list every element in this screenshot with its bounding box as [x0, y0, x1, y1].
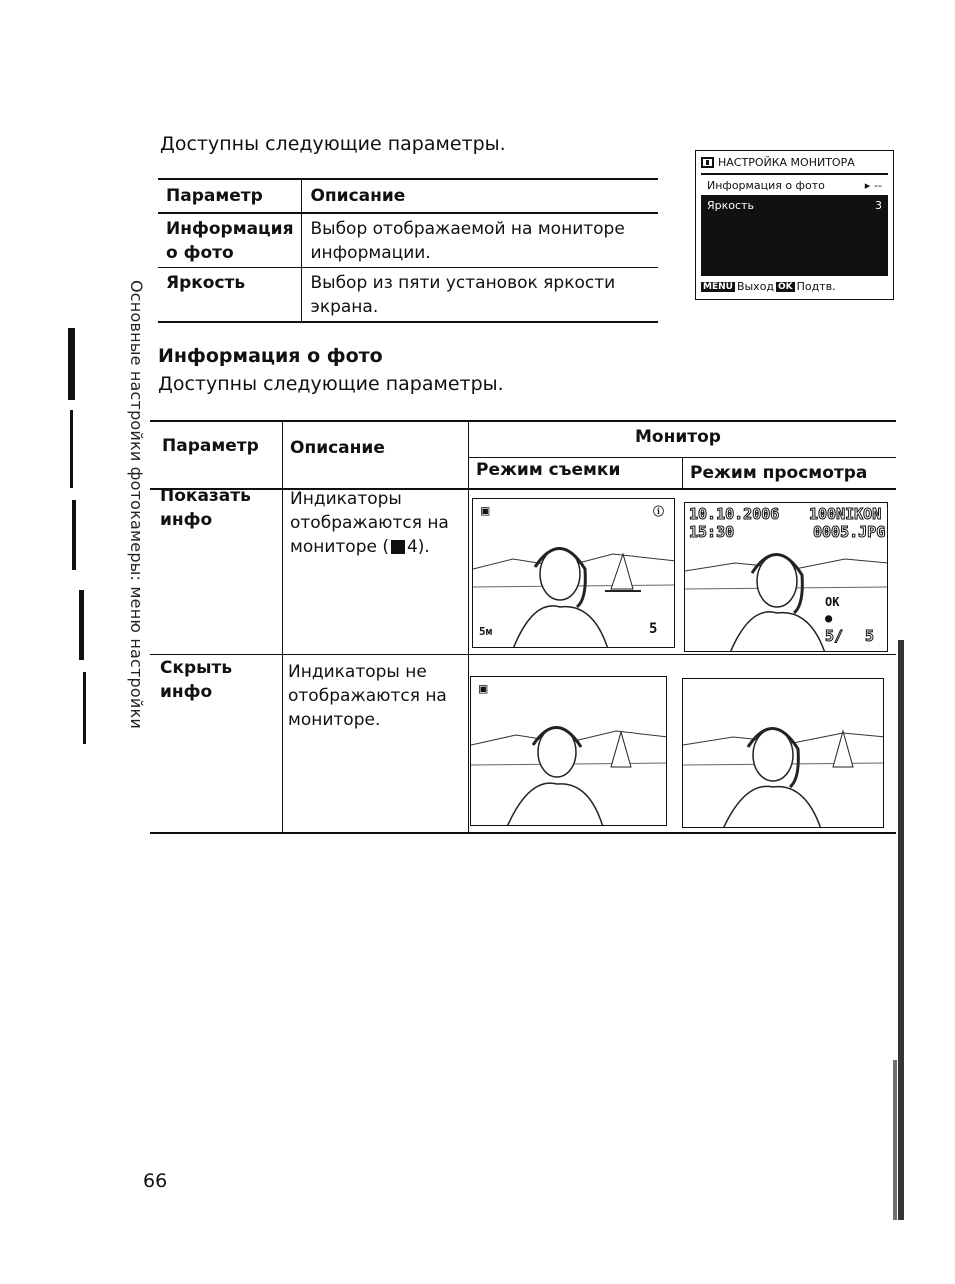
menu-item-label: Информация о фото: [707, 178, 825, 192]
rule-col1: [282, 420, 283, 834]
header-shoot-mode: Режим съемки: [476, 460, 621, 480]
edge-mark: [68, 328, 75, 400]
menu-title: НАСТРОЙКА МОНИТОРА: [718, 155, 855, 169]
edge-mark: [83, 672, 86, 744]
intro-text: Доступны следующие параметры.: [160, 133, 506, 155]
image-mode-icon: 5м: [479, 625, 493, 638]
date-readout: 10.10.2006: [689, 505, 780, 523]
header-desc: Описание: [290, 438, 385, 458]
rule-top: [150, 420, 896, 422]
parameters-table: [158, 178, 658, 323]
lcd-play-noinfo: [682, 678, 884, 828]
row-desc-hide: Индикаторы не отображаются на мониторе.: [288, 662, 447, 730]
table-row: [158, 213, 658, 268]
menu-screen: [701, 173, 888, 276]
exit-label: Выход: [736, 280, 775, 293]
confirm-label: Подтв.: [796, 280, 836, 293]
monitor-icon: [701, 157, 714, 168]
time-readout: 15:30: [689, 523, 735, 541]
header-param: Параметр: [162, 436, 259, 456]
menu-item-photo-info[interactable]: [701, 175, 888, 195]
frames-remaining: 5: [649, 621, 658, 637]
edge-mark: [72, 500, 76, 570]
scene-image: [473, 499, 675, 648]
row-desc-show: Индикаторы отображаются на мониторе ( 4).: [290, 489, 449, 557]
lcd-shoot-info: [472, 498, 675, 648]
menu-footer: [696, 276, 893, 297]
header-desc: Описание: [302, 179, 658, 213]
frame-number: 5/: [825, 627, 844, 645]
rule-row: [150, 654, 896, 655]
side-running-title: Основные настройки фотокамеры: меню настройки: [127, 280, 146, 729]
row-param: Яркость: [158, 268, 302, 323]
header-param: Параметр: [158, 179, 302, 213]
page-number: 66: [143, 1170, 168, 1192]
frame-total: 5: [865, 627, 875, 645]
scene-image: [471, 677, 667, 826]
monitor-menu-screenshot: [695, 150, 894, 300]
file-readout: 0005.JPG: [813, 523, 886, 541]
camera-mode-icon: ▣: [481, 503, 490, 519]
scene-image: [683, 679, 884, 828]
header-play-mode: Режим просмотра: [690, 463, 868, 483]
table-row: [158, 268, 658, 323]
menu-item-brightness[interactable]: [707, 195, 882, 215]
section-heading: Информация о фото: [158, 345, 383, 367]
row-param: Информация о фото: [158, 213, 302, 268]
menu-title-bar: [696, 151, 893, 173]
row-desc: Выбор отображаемой на мониторе информации.: [302, 213, 658, 268]
row-desc: Выбор из пяти установок яркости экрана.: [302, 268, 658, 323]
photo-info-table: [150, 420, 896, 835]
section-intro: Доступны следующие параметры.: [158, 373, 504, 395]
menu-item-value: 3: [875, 198, 882, 212]
rule-col2: [468, 420, 469, 834]
rule-bottom: [150, 832, 896, 834]
row-param-show: Показать инфо: [160, 486, 251, 530]
edge-mark: [898, 640, 904, 1220]
edge-mark: [893, 1060, 897, 1220]
ok-key: OK: [778, 281, 793, 292]
menu-key: MENU: [703, 281, 733, 292]
lcd-shoot-noinfo: [470, 676, 667, 826]
rule-col3: [682, 457, 683, 490]
header-monitor: Монитор: [635, 427, 721, 447]
ok-key-icon: OK: [825, 595, 840, 609]
menu-item-label: Яркость: [707, 198, 754, 212]
row-param-hide: Скрыть инфо: [160, 658, 233, 702]
lcd-play-info: [684, 502, 888, 652]
internal-memory-icon: ⓘ: [653, 505, 664, 518]
menu-item-value: --: [874, 178, 882, 192]
arrow-right-icon: ▸: [864, 178, 875, 192]
book-icon: [391, 540, 405, 554]
folder-readout: 100NIKON: [809, 505, 882, 523]
camera-mode-icon: ▣: [479, 681, 488, 697]
voice-memo-icon: ●: [825, 611, 833, 625]
edge-mark: [70, 410, 73, 488]
edge-mark: [79, 590, 84, 660]
table-header-row: [158, 179, 658, 213]
